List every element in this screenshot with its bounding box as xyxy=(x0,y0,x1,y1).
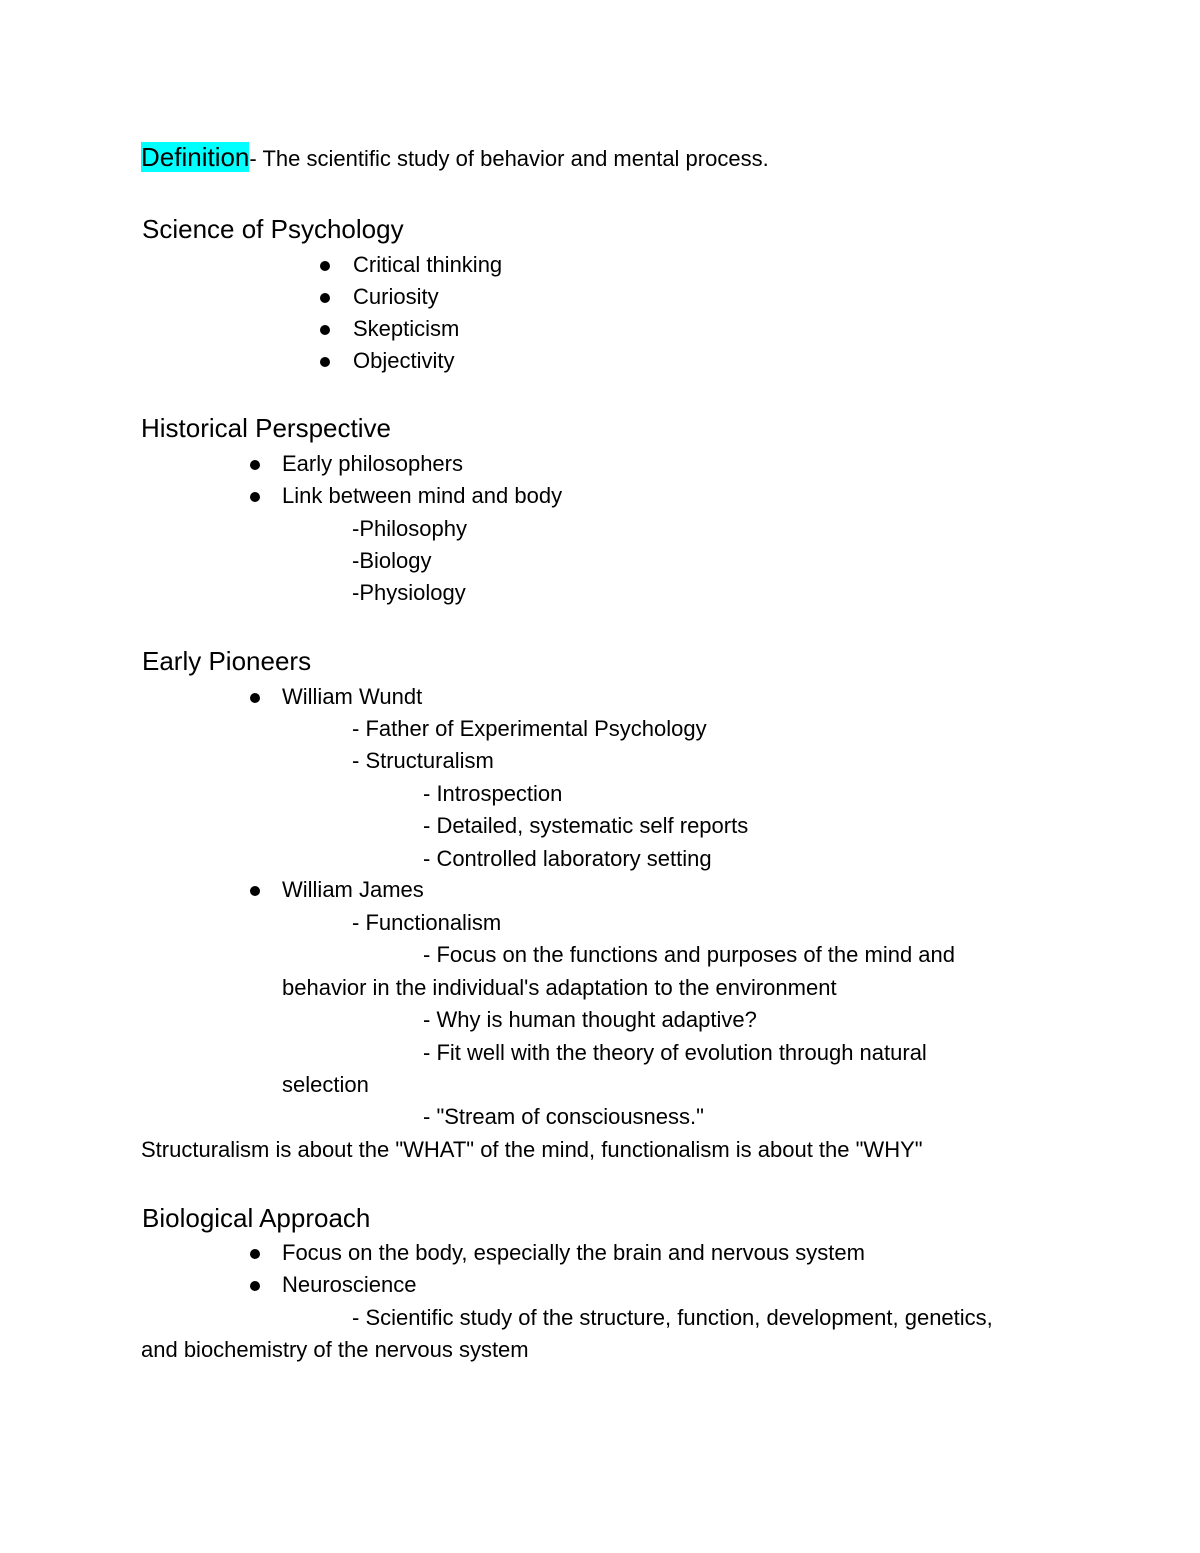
list-item: William James xyxy=(282,877,424,902)
bullet-icon xyxy=(320,293,330,303)
summary-text: Structuralism is about the "WHAT" of the mind, functionalism is about the "WHY" xyxy=(141,1137,923,1162)
list-item: Curiosity xyxy=(353,284,439,309)
list-item: Skepticism xyxy=(353,316,460,341)
bullet-icon xyxy=(320,357,330,367)
sub-sub-list-item: - "Stream of consciousness." xyxy=(423,1104,704,1129)
bullet-icon xyxy=(250,886,260,896)
bullet-icon xyxy=(320,261,330,271)
sub-sub-list-item: - Introspection xyxy=(423,781,563,806)
sub-list-item: -Biology xyxy=(352,548,432,573)
sub-list-item: - Functionalism xyxy=(352,910,502,935)
sub-sub-list-item: - Fit well with the theory of evolution through natural xyxy=(423,1040,927,1065)
list-item: Critical thinking xyxy=(353,252,503,277)
bullet-icon xyxy=(250,1249,260,1259)
definition-term: Definition xyxy=(141,142,250,172)
definition-line xyxy=(141,144,769,172)
bullet-icon xyxy=(320,325,330,335)
sub-list-item: -Philosophy xyxy=(352,516,467,541)
bullet-icon xyxy=(250,1281,260,1291)
science-of-psychology-heading: Science of Psychology xyxy=(142,214,404,244)
sub-sub-list-item: - Controlled laboratory setting xyxy=(423,846,712,871)
list-item: William Wundt xyxy=(282,684,423,709)
historical-perspective-heading: Historical Perspective xyxy=(141,413,391,443)
wrapped-text: and biochemistry of the nervous system xyxy=(141,1337,529,1362)
list-item: Neuroscience xyxy=(282,1272,417,1297)
wrapped-text: behavior in the individual's adaptation to the environment xyxy=(282,975,837,1000)
bullet-icon xyxy=(250,492,260,502)
sub-sub-list-item: - Focus on the functions and purposes of the mind and xyxy=(423,942,955,967)
list-item: Focus on the body, especially the brain and nervous system xyxy=(282,1240,865,1265)
list-item: Objectivity xyxy=(353,348,455,373)
bullet-icon xyxy=(250,693,260,703)
early-pioneers-heading: Early Pioneers xyxy=(142,646,312,676)
sub-list-item: - Scientific study of the structure, function, development, genetics, xyxy=(352,1305,993,1330)
sub-list-item: - Structuralism xyxy=(352,748,494,773)
list-item: Link between mind and body xyxy=(282,483,563,508)
sub-sub-list-item: - Detailed, systematic self reports xyxy=(423,813,749,838)
list-item: Early philosophers xyxy=(282,451,463,476)
definition-text: - The scientific study of behavior and mental process. xyxy=(249,146,769,171)
sub-list-item: - Father of Experimental Psychology xyxy=(352,716,707,741)
sub-list-item: -Physiology xyxy=(352,580,466,605)
bullet-icon xyxy=(250,460,260,470)
wrapped-text: selection xyxy=(282,1072,369,1097)
biological-approach-heading: Biological Approach xyxy=(142,1203,371,1233)
sub-sub-list-item: - Why is human thought adaptive? xyxy=(423,1007,757,1032)
